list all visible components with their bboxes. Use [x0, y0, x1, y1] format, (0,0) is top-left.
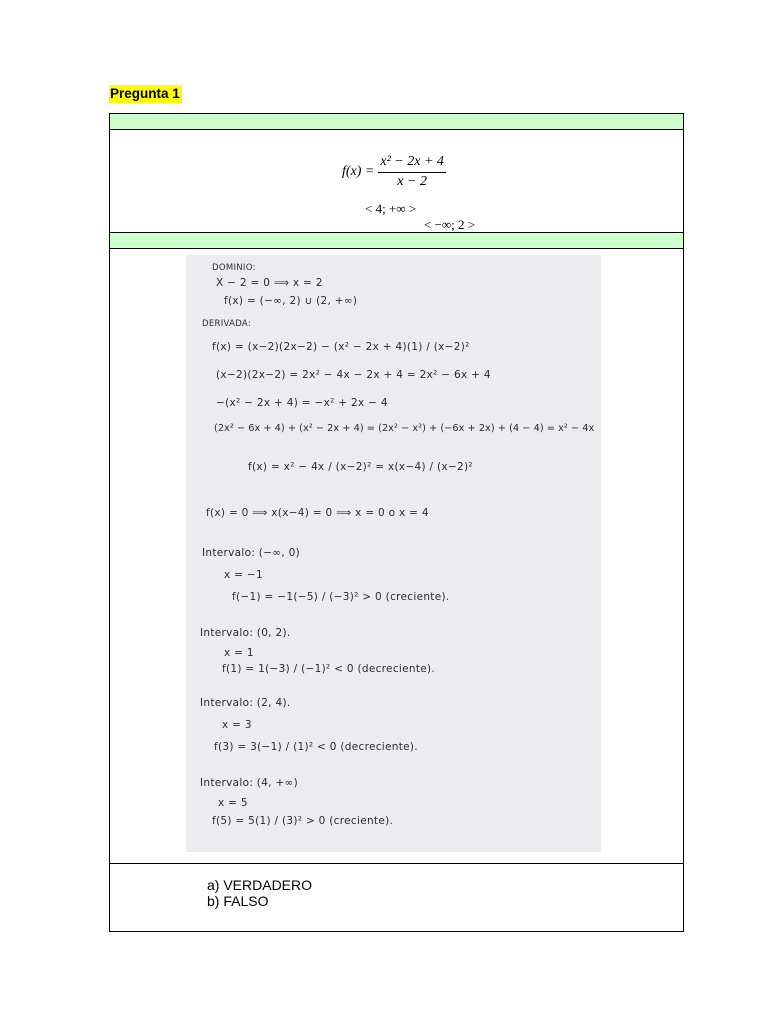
function-formula	[342, 154, 446, 190]
hw-line: x = 3	[222, 719, 252, 731]
interval-two: < −∞; 2 >	[424, 217, 476, 232]
hw-line: Intervalo: (4, +∞)	[200, 777, 299, 789]
hw-line: x = 5	[218, 797, 248, 809]
hw-line: Intervalo: (2, 4).	[200, 697, 291, 709]
hw-line: f(−1) = −1(−5) / (−3)² > 0 (creciente).	[232, 591, 450, 603]
formula-fraction	[378, 154, 446, 190]
formula-numerator: x² − 2x + 4	[378, 154, 446, 173]
answers-divider	[110, 863, 683, 864]
hw-line: f(x) = 0 ⟹ x(x−4) = 0 ⟹ x = 0 o x = 4	[206, 507, 429, 519]
answer-options	[207, 877, 312, 909]
hw-line: DERIVADA:	[202, 319, 252, 329]
hw-line: Intervalo: (0, 2).	[200, 627, 291, 639]
formula-lhs: f(x) =	[342, 164, 375, 179]
hw-line: −(x² − 2x + 4) = −x² + 2x − 4	[216, 397, 388, 409]
hw-line: (x−2)(2x−2) = 2x² − 4x − 2x + 4 = 2x² − 6x + 4	[216, 369, 491, 381]
hw-line: f(x) = x² − 4x / (x−2)² = x(x−4) / (x−2)²	[248, 461, 473, 473]
hw-line: X − 2 = 0 ⟹ x = 2	[216, 277, 323, 289]
header-band-top	[110, 114, 683, 130]
interval-one: < 4; +∞ >	[365, 201, 417, 216]
hw-line: x = 1	[224, 647, 254, 659]
formula-denominator: x − 2	[397, 174, 427, 189]
hw-line: DOMINIO:	[212, 263, 256, 273]
question-heading: Pregunta 1	[110, 86, 180, 101]
option-b[interactable]: b) FALSO	[207, 893, 269, 909]
hw-line: f(5) = 5(1) / (3)² > 0 (creciente).	[212, 815, 394, 827]
hw-line: (2x² − 6x + 4) + (x² − 2x + 4) = (2x² − x²) + (−6x + 2x) + (4 − 4) = x² − 4x	[214, 423, 595, 434]
question-table	[109, 113, 684, 932]
handwritten-solution-photo	[186, 255, 601, 852]
hw-line: f(x) = (x−2)(2x−2) − (x² − 2x + 4)(1) / (x−2)²	[212, 341, 470, 353]
hw-line: f(x) = (−∞, 2) ∪ (2, +∞)	[224, 295, 358, 307]
hw-line: f(1) = 1(−3) / (−1)² < 0 (decreciente).	[222, 663, 436, 675]
hw-line: Intervalo: (−∞, 0)	[202, 547, 301, 559]
hw-line: x = −1	[224, 569, 263, 581]
option-a[interactable]: a) VERDADERO	[207, 877, 313, 893]
header-band-middle	[110, 232, 683, 249]
hw-line: f(3) = 3(−1) / (1)² < 0 (decreciente).	[214, 741, 418, 753]
